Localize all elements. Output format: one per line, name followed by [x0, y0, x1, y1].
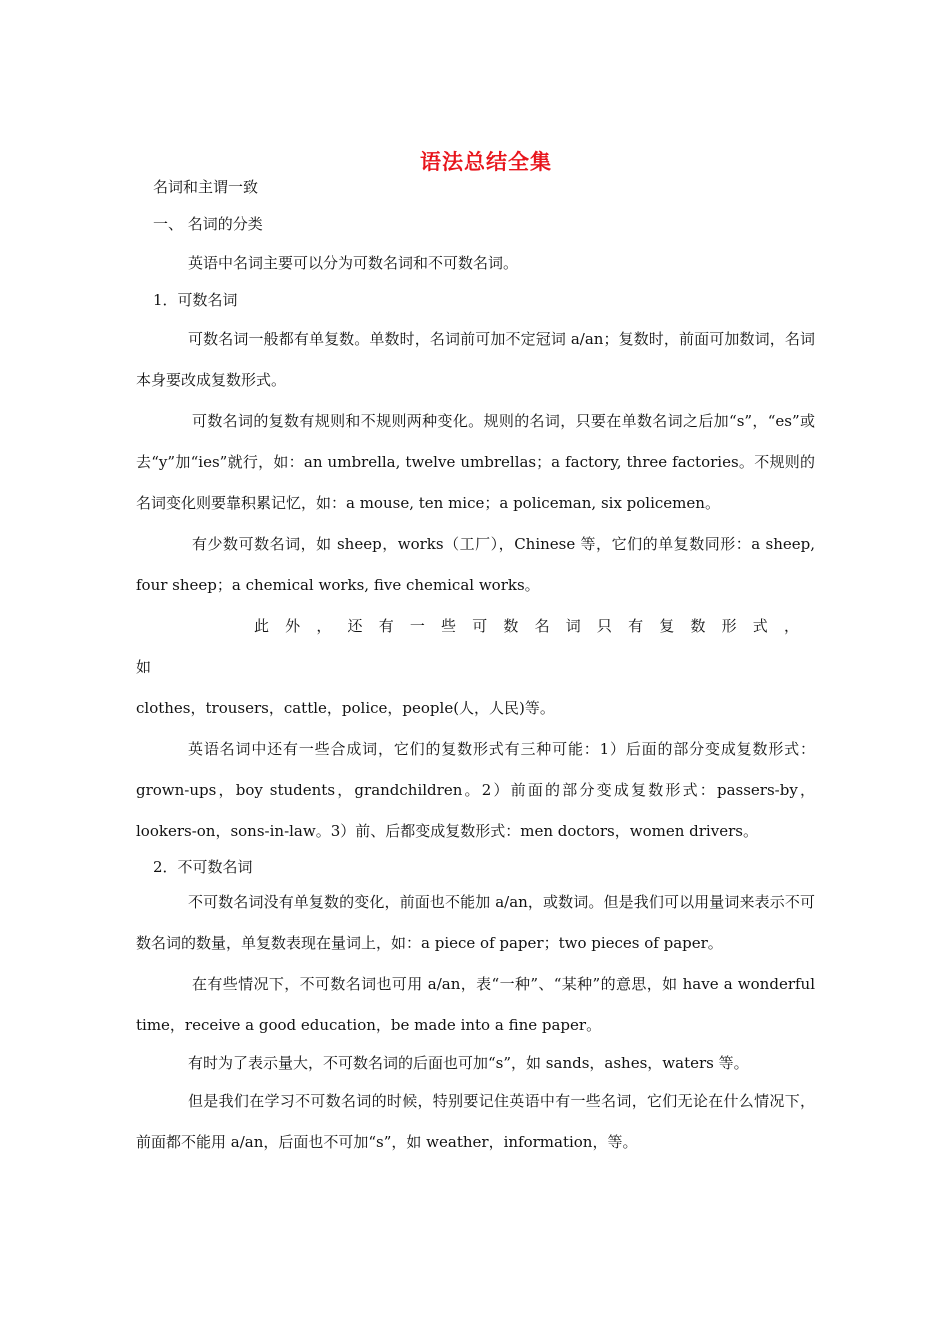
paragraph-uncountable-article: 在有些情况下，不可数名词也可用 a/an，表“一种”、“某种”的意思，如 have a wonderful time，receive a good education，be made into a fine paper。 [136, 975, 815, 1034]
section-heading: 名词和主谓一致 [153, 178, 259, 196]
paragraph-uncountable-plural: 有时为了表示量大，不可数名词的后面也可加“s”，如 sands，ashes，waters 等。 [188, 1054, 749, 1072]
paragraph-uncountable-never: 但是我们在学习不可数名词的时候，特别要记住英语中有一些名词，它们无论在什么情况下，前面都不能用 a/an，后面也不可加“s”，如 weather，information，等。 [136, 1092, 815, 1151]
subheading-uncountable: 2．不可数名词 [153, 858, 253, 876]
document-title: 语法总结全集 [420, 149, 552, 174]
paragraph-countable-intro: 可数名词一般都有单复数。单数时，名词前可加不定冠词 a/an；复数时，前面可加数词，名词本身要改成复数形式。 [136, 330, 815, 389]
paragraph-compound-nouns: 英语名词中还有一些合成词，它们的复数形式有三种可能：1）后面的部分变成复数形式：grown-ups，boy students，grandchildren。2）前面的部分变成复数形式：passers-by，lookers-on，sons-in-law。3）前、后都变成复数形式：men doctors，women drivers。 [136, 740, 815, 840]
paragraph-same-form: 有少数可数名词，如 sheep，works（工厂），Chinese 等，它们的单复数同形：a sheep, four sheep；a chemical works, five chemical works。 [136, 535, 815, 594]
paragraph-uncountable-intro: 不可数名词没有单复数的变化，前面也不能加 a/an，或数词。但是我们可以用量词来表示不可数名词的数量，单复数表现在量词上，如：a piece of paper；two pieces of paper。 [136, 893, 815, 952]
document-body [136, 170, 815, 1163]
paragraph-plural-only-rest: clothes，trousers，cattle，police，people(人，人民)等。 [136, 699, 555, 717]
paragraph-plural-rules: 可数名词的复数有规则和不规则两种变化。规则的名词，只要在单数名词之后加“s”，“es”或去“y”加“ies”就行，如：an umbrella, twelve umbrellas；a factory, three factories。不规则的名词变化则要靠积累记忆，如：a mouse, ten mice；a policeman, six policemen。 [136, 412, 815, 512]
intro-paragraph: 英语中名词主要可以分为可数名词和不可数名词。 [188, 254, 519, 272]
part-heading: 一、 名词的分类 [153, 215, 263, 233]
paragraph-plural-only-lead: 此外，还有一些可数名词只有复数形式，如 [136, 617, 815, 676]
subheading-countable: 1．可数名词 [153, 291, 238, 309]
